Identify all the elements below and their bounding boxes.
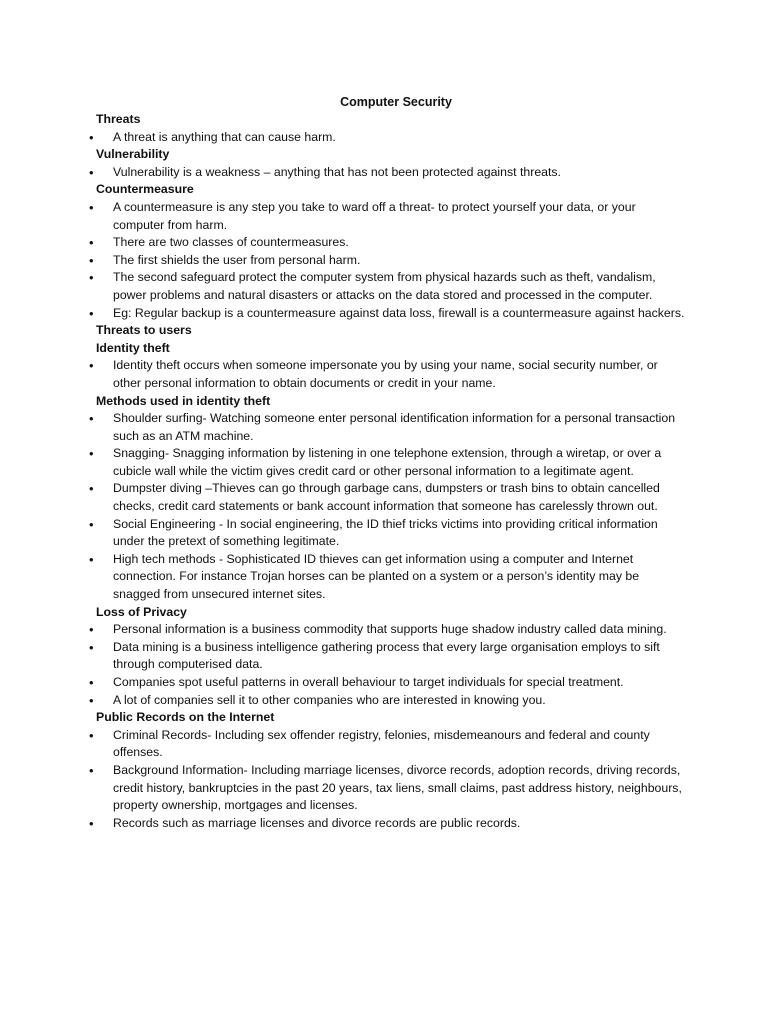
section <box>96 146 686 181</box>
section <box>96 181 686 322</box>
bullet-item: • Records such as marriage licenses and divorce records are public records. <box>96 815 686 833</box>
bullet-list <box>96 164 686 182</box>
bullet-item: • A lot of companies sell it to other companies who are interested in knowing you. <box>96 692 686 710</box>
section <box>96 709 686 832</box>
section <box>96 340 686 393</box>
bullet-item: • Social Engineering - In social engineering, the ID thief tricks victims into providing critical information under the pretext of something legitimate. <box>96 516 686 551</box>
bullet-item: • Companies spot useful patterns in overall behaviour to target individuals for special treatment. <box>96 674 686 692</box>
bullet-item: • A countermeasure is any step you take to ward off a threat- to protect yourself your data, or your computer from harm. <box>96 199 686 234</box>
document-body <box>96 111 686 832</box>
bullet-item: • Dumpster diving –Thieves can go through garbage cans, dumpsters or trash bins to obtain cancelled checks, credit card statements or bank account information that someone has carelessly thrown out. <box>96 480 686 515</box>
bullet-item: • There are two classes of countermeasures. <box>96 234 686 252</box>
section-heading: Methods used in identity theft <box>96 393 271 408</box>
bullet-item: • A threat is anything that can cause harm. <box>96 129 686 147</box>
bullet-list <box>96 129 686 147</box>
section-heading: Threats <box>96 112 141 126</box>
document-title: Computer Security <box>340 95 452 109</box>
bullet-list <box>96 410 686 604</box>
bullet-item: • Background Information- Including marriage licenses, divorce records, adoption records, driving records, credit history, bankruptcies in the past 20 years, tax liens, small claims, past address history, neighbours, property ownership, mortgages and licenses. <box>96 762 686 815</box>
bullet-list <box>96 621 686 709</box>
bullet-item: • Data mining is a business intelligence gathering process that every large organisation employs to sift through computerised data. <box>96 639 686 674</box>
section <box>96 111 686 146</box>
bullet-item: • Vulnerability is a weakness – anything that has not been protected against threats. <box>96 164 686 182</box>
section-heading: Countermeasure <box>96 182 194 197</box>
section <box>96 604 686 710</box>
bullet-list <box>96 199 686 322</box>
bullet-item: • Criminal Records- Including sex offender registry, felonies, misdemeanours and federal and county offenses. <box>96 727 686 762</box>
section-heading: Identity theft <box>96 340 170 355</box>
bullet-item: • Snagging- Snagging information by listening in one telephone extension, through a wiretap, or over a cubicle wall while the victim gives credit card or other personal information to a legitimate agent. <box>96 445 686 480</box>
bullet-item: • Identity theft occurs when someone impersonate you by using your name, social security number, or other personal information to obtain documents or credit in your name. <box>96 357 686 392</box>
section <box>96 322 686 340</box>
section-heading: Vulnerability <box>96 147 170 162</box>
bullet-item: • The second safeguard protect the computer system from physical hazards such as theft, vandalism, power problems and natural disasters or attacks on the data stored and processed in the computer. <box>96 269 686 304</box>
bullet-item: • Personal information is a business commodity that supports huge shadow industry called data mining. <box>96 621 686 639</box>
bullet-list <box>96 357 686 392</box>
bullet-item: • The first shields the user from personal harm. <box>96 252 686 270</box>
section <box>96 393 686 604</box>
bullet-item: • High tech methods - Sophisticated ID thieves can get information using a computer and Internet connection. For instance Trojan horses can be planted on a system or a person’s identity may be snagged from unsecured internet sites. <box>96 551 686 604</box>
bullet-item: • Shoulder surfing- Watching someone enter personal identification information for a personal transaction such as an ATM machine. <box>96 410 686 445</box>
section-heading: Public Records on the Internet <box>96 710 275 725</box>
section-heading: Threats to users <box>96 323 192 338</box>
bullet-item: • Eg: Regular backup is a countermeasure against data loss, firewall is a countermeasure against hackers. <box>96 305 686 323</box>
bullet-list <box>96 727 686 833</box>
section-heading: Loss of Privacy <box>96 604 187 619</box>
